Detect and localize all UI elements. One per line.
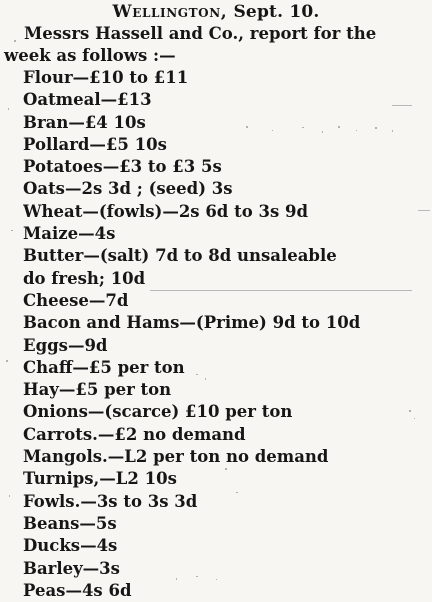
print-speck — [409, 410, 411, 412]
price-item-maize: Maize—4s — [23, 224, 116, 244]
bleed-through-line — [150, 290, 412, 291]
intro-line-2: week as follows :— — [4, 46, 176, 65]
price-item-turnips: Turnips,—L2 10s — [23, 469, 177, 489]
intro-paragraph — [0, 23, 430, 67]
print-speck — [236, 492, 238, 493]
price-item-hay: Hay—£5 per ton — [23, 380, 172, 400]
price-item-bacon-hams: Bacon and Hams—(Prime) 9d to 10d — [23, 313, 361, 333]
bleed-through-line — [418, 210, 430, 211]
price-item-butter-fresh: do fresh; 10d — [23, 268, 146, 288]
price-item-chaff: Chaff—£5 per ton — [23, 357, 185, 377]
print-speck — [205, 378, 206, 380]
print-speck — [196, 374, 198, 375]
print-speck — [246, 126, 248, 128]
print-speck — [225, 468, 227, 470]
print-speck — [9, 495, 10, 497]
price-item-potatoes: Potatoes—£3 to £3 5s — [23, 157, 222, 177]
price-item-bran: Bran—£4 10s — [23, 112, 146, 132]
price-list — [23, 67, 428, 602]
price-item-ducks: Ducks—4s — [23, 536, 118, 556]
print-speck — [302, 127, 304, 128]
price-item-fowls: Fowls.—3s to 3s 3d — [23, 491, 198, 511]
print-speck — [14, 40, 16, 42]
dateline — [0, 2, 432, 22]
print-speck — [8, 108, 9, 110]
print-speck — [338, 126, 340, 128]
print-speck — [176, 578, 177, 580]
print-speck — [322, 131, 323, 133]
print-speck — [6, 360, 8, 362]
price-item-peas: Peas—4s 6d — [23, 580, 132, 600]
print-speck — [11, 230, 13, 231]
print-speck — [216, 579, 217, 580]
price-item-oatmeal: Oatmeal—£13 — [23, 90, 152, 110]
price-item-barley: Barley—3s — [23, 558, 120, 578]
print-speck — [196, 576, 198, 577]
price-item-mangols: Mangols.—L2 per ton no demand — [23, 447, 329, 467]
intro-line-1: Messrs Hassell and Co., report for the — [24, 24, 377, 43]
print-speck — [272, 130, 273, 131]
price-item-eggs: Eggs—9d — [23, 335, 108, 355]
print-speck — [414, 418, 415, 419]
dateline-place: Wellington, — [112, 2, 228, 22]
price-item-butter-salt: Butter—(salt) 7d to 8d unsaleable — [23, 246, 337, 266]
price-item-cheese: Cheese—7d — [23, 290, 129, 310]
bleed-through-line — [392, 105, 412, 106]
price-item-beans: Beans—5s — [23, 513, 117, 533]
price-item-onions: Onions—(scarce) £10 per ton — [23, 402, 293, 422]
price-item-pollard: Pollard—£5 10s — [23, 134, 167, 154]
print-speck — [375, 127, 377, 129]
print-speck — [392, 130, 393, 132]
price-item-oats: Oats—2s 3d ; (seed) 3s — [23, 179, 233, 199]
price-item-wheat: Wheat—(fowls)—2s 6d to 3s 9d — [23, 201, 308, 221]
dateline-date: Sept. 10. — [233, 2, 320, 22]
price-item-carrots: Carrots.—£2 no demand — [23, 424, 246, 444]
print-speck — [356, 130, 357, 131]
price-item-flour: Flour—£10 to £11 — [23, 68, 189, 87]
